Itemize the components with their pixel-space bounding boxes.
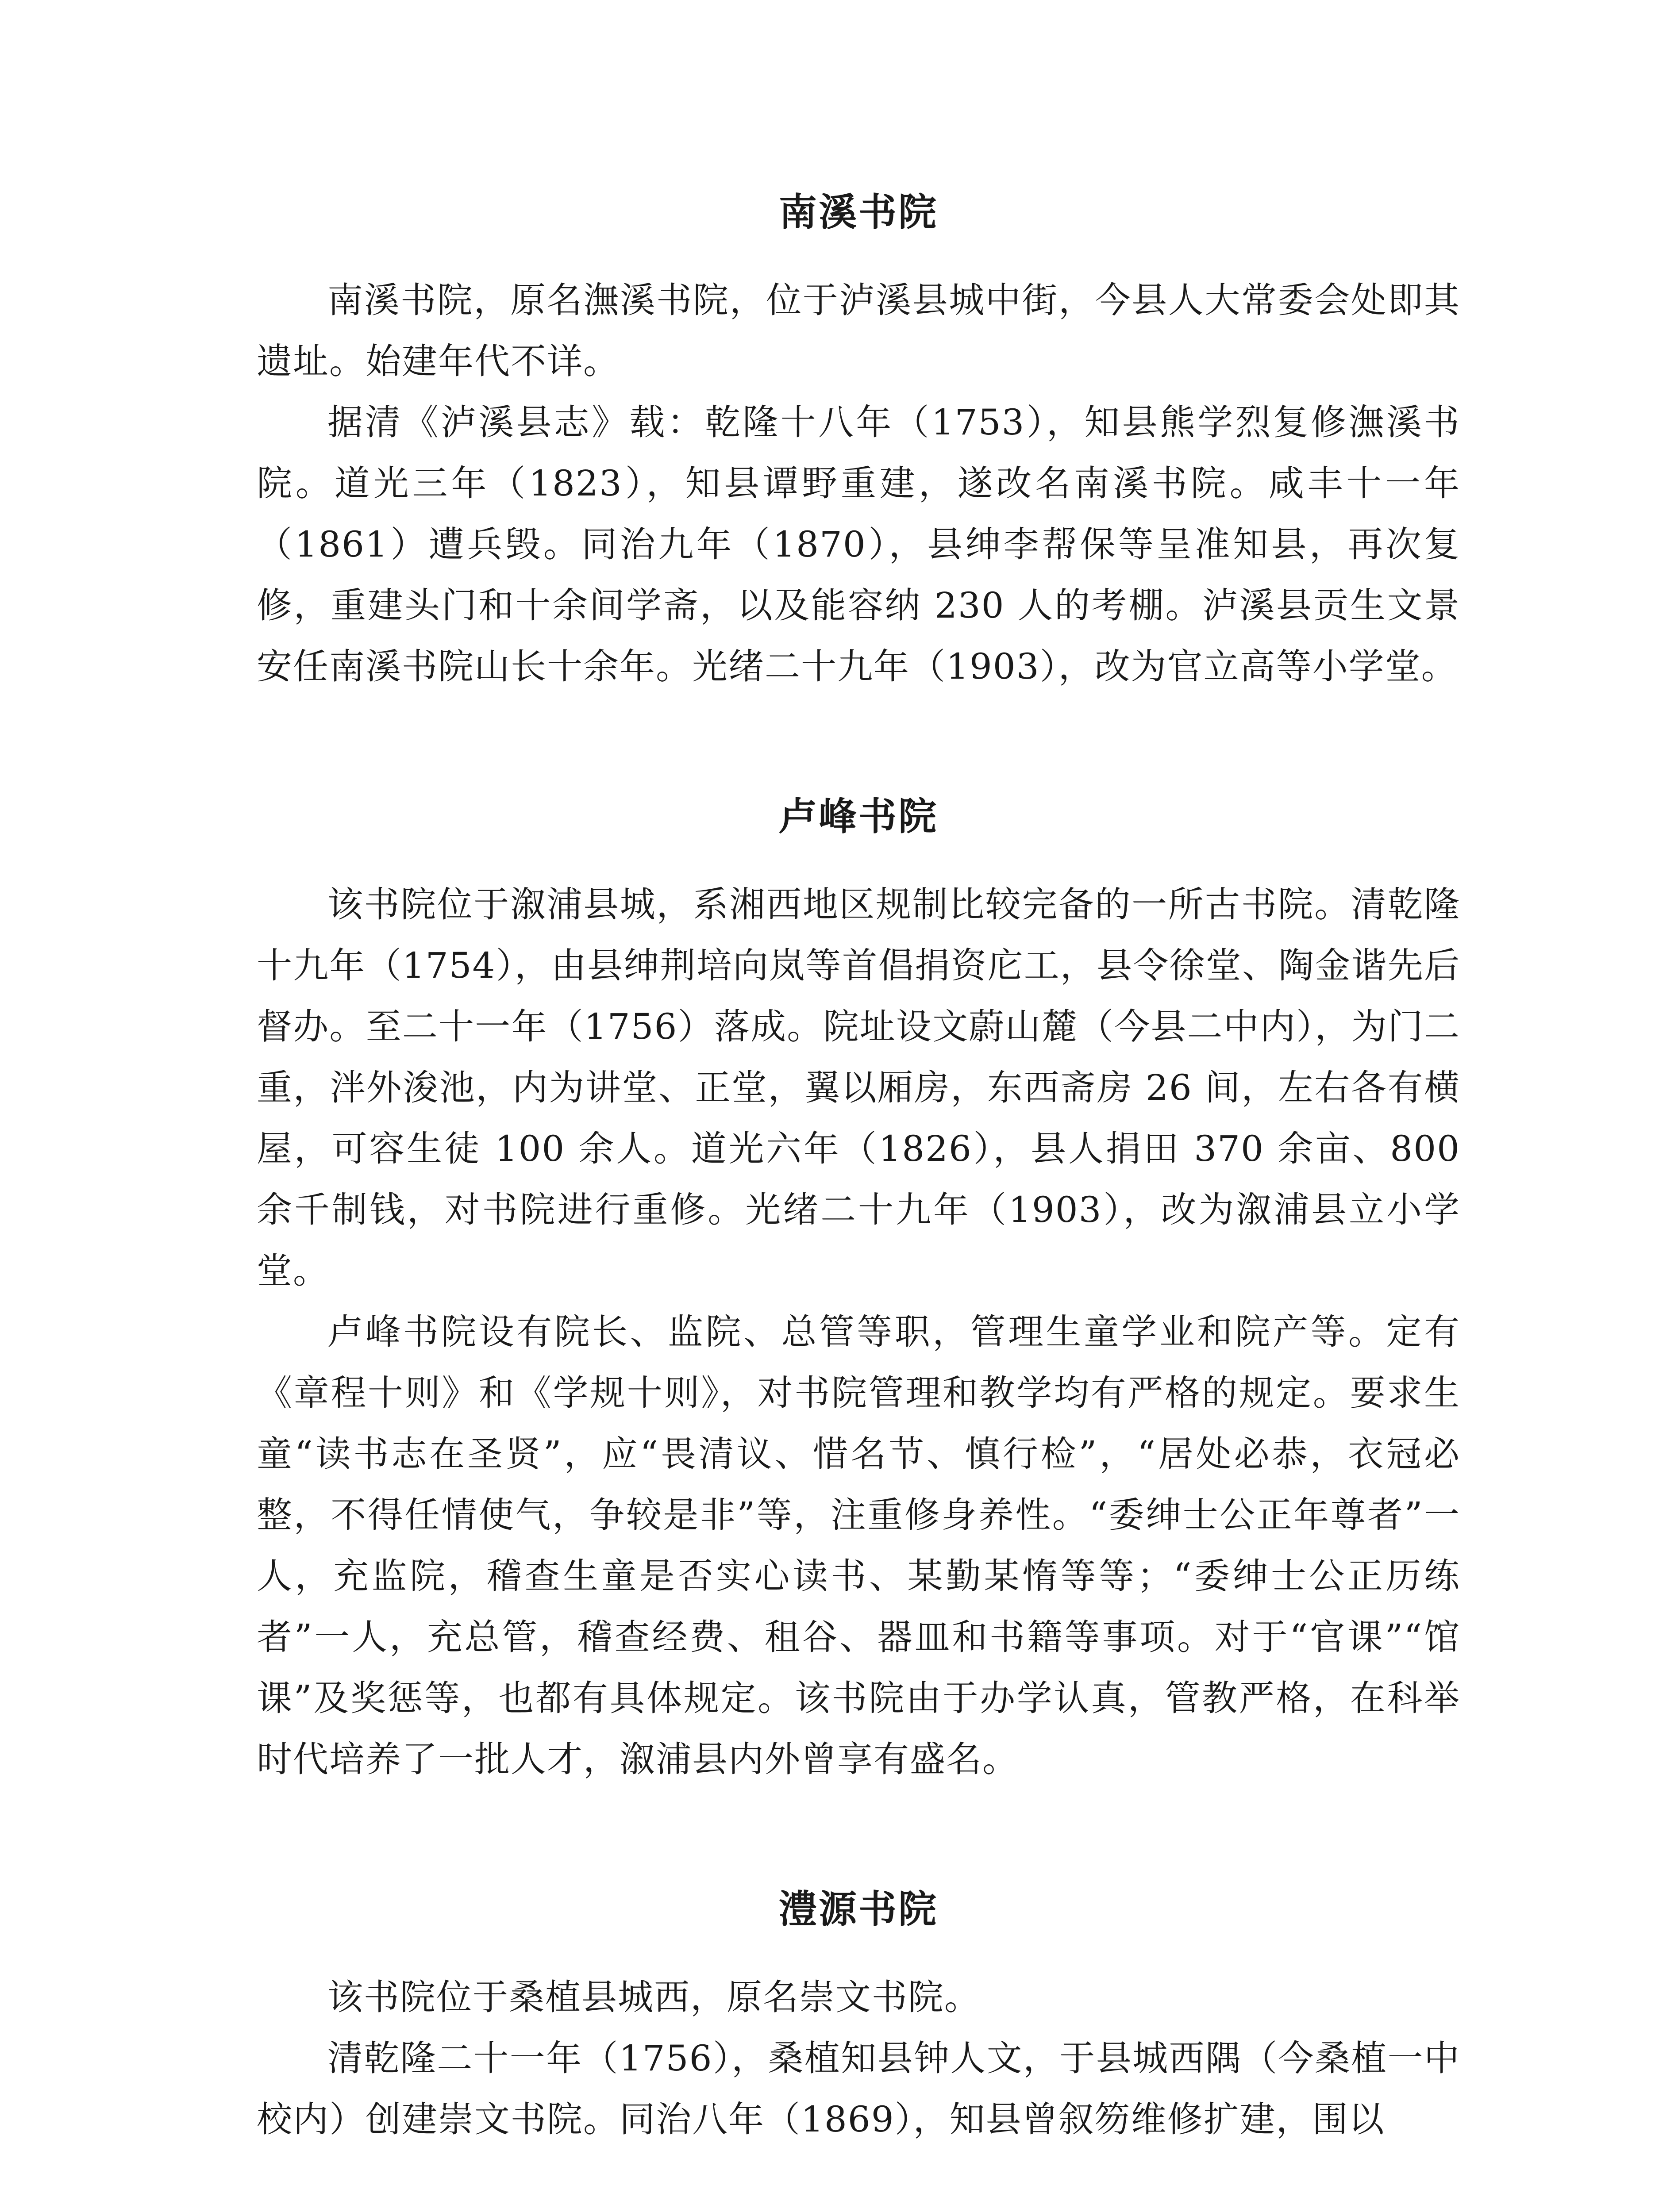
paragraph: 该书院位于桑植县城西，原名崇文书院。	[327, 1977, 981, 2018]
paragraph: 清乾隆二十一年（1756），桑植知县钟人文，于县城西隅（今桑植一中校内）创建崇文书院。同治八年（1869），知县曾叙笏维修扩建，围以	[257, 2038, 1460, 2140]
section-title: 卢峰书院	[779, 795, 938, 839]
paragraph: 南溪书院，原名潕溪书院，位于泸溪县城中街，今县人大常委会处即其遗址。始建年代不详。	[257, 280, 1460, 382]
section-title: 南溪书院	[779, 190, 938, 234]
paragraph: 卢峰书院设有院长、监院、总管等职，管理生童学业和院产等。定有《章程十则》和《学规十则》，对书院管理和教学均有严格的规定。要求生童“读书志在圣贤”，应“畏清议、惜名节、慎行检”，“居处必恭，衣冠必整，不得任情使气，争较是非”等，注重修身养性。“委绅士公正年尊者”一人，充监院，稽查生童是否实心读书、某勤某惰等等；“委绅士公正历练者”一人，充总管，稽查经费、租谷、器皿和书籍等事项。对于“官课”“馆课”及奖惩等，也都有具体规定。该书院由于办学认真，管教严格，在科举时代培养了一批人才，溆浦县内外曾享有盛名。	[257, 1311, 1460, 1780]
section-liyuan-academy	[257, 1883, 1460, 2150]
section-lufeng-academy	[257, 790, 1460, 1790]
paragraph: 据清《泸溪县志》载：乾隆十八年（1753），知县熊学烈复修潕溪书院。道光三年（1823），知县谭野重建，遂改名南溪书院。咸丰十一年（1861）遭兵毁。同治九年（1870），县绅李帮保等呈准知县，再次复修，重建头门和十余间学斋，以及能容纳 230 人的考棚。泸溪县贡生文景安任南溪书院山长十余年。光绪二十九年（1903），改为官立高等小学堂。	[257, 402, 1460, 687]
page-body	[257, 186, 1460, 2150]
section-nanxi-academy	[257, 186, 1460, 697]
paragraph: 该书院位于溆浦县城，系湘西地区规制比较完备的一所古书院。清乾隆十九年（1754），由县绅荆培向岚等首倡捐资庀工，县令徐堂、陶金谐先后督办。至二十一年（1756）落成。院址设文蔚山麓（今县二中内），为门二重，泮外浚池，内为讲堂、正堂，翼以厢房，东西斋房 26 间，左右各有横屋，可容生徒 100 余人。道光六年（1826），县人捐田 370 余亩、800 余千制钱，对书院进行重修。光绪二十九年（1903），改为溆浦县立小学堂。	[257, 884, 1460, 1291]
section-title: 澧源书院	[779, 1887, 938, 1932]
